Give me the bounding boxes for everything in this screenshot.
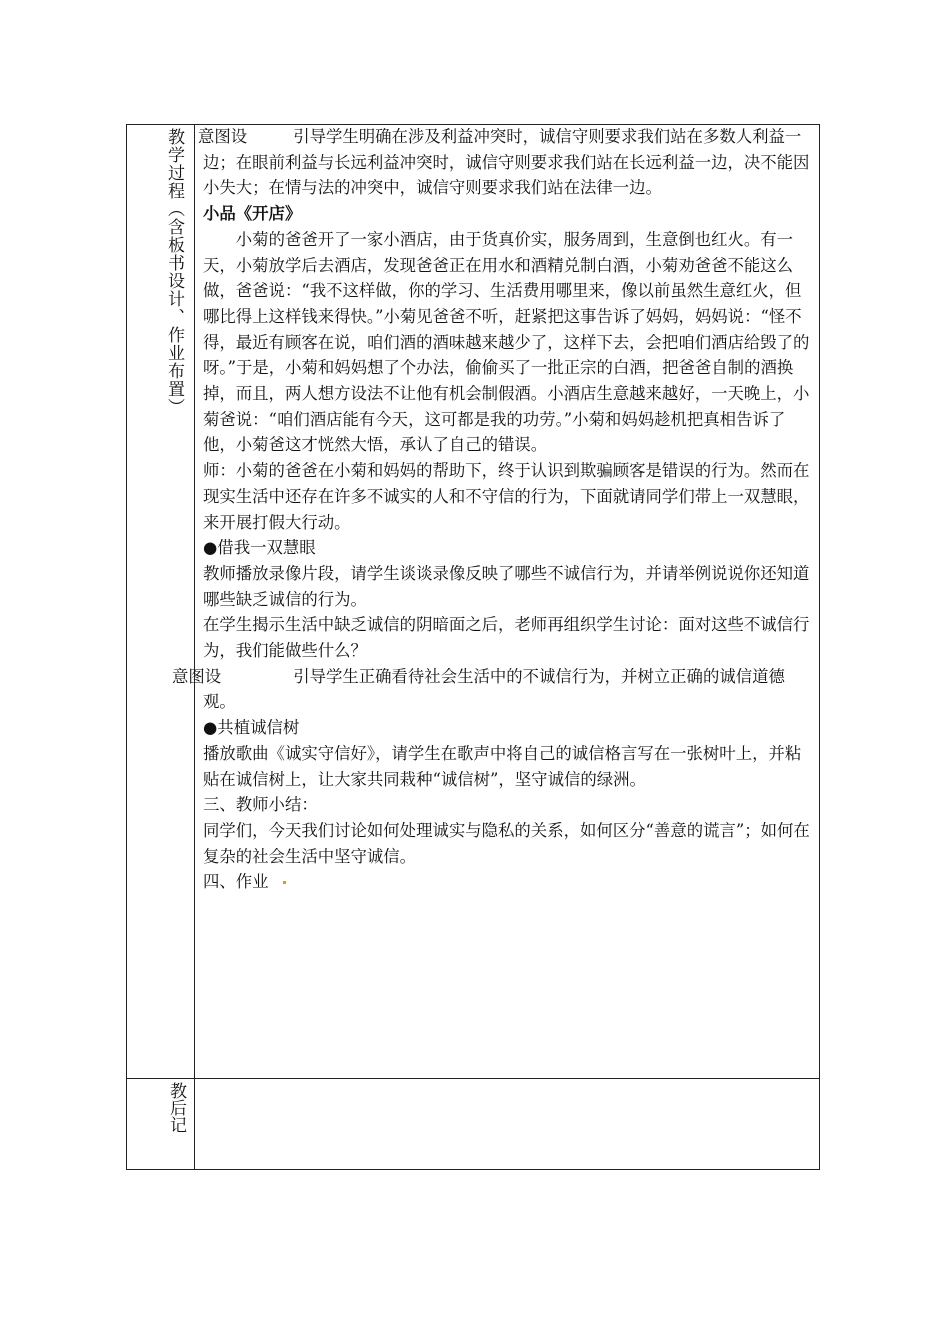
column-divider: [194, 124, 195, 1170]
bullet-1: ●借我一双慧眼: [203, 538, 316, 558]
bullet-1-text: 教师播放录像片段，请学生谈谈录像反映了哪些不诚信行为，并请举例说说你还知道哪些缺乏诚信的行为。: [203, 563, 810, 609]
intent-1-label: 意图设: [198, 127, 248, 146]
section-4: 四、作业: [203, 872, 269, 892]
notes-label: 教后记: [166, 1082, 186, 1133]
skit-title: 小品《开店》: [203, 204, 302, 224]
section-4-row: [203, 869, 811, 895]
intent-1: [198, 124, 811, 201]
row-divider: [126, 1078, 820, 1079]
section-3-text: 同学们，今天我们讨论如何处理诚实与隐私的关系，如何区分“善意的谎言”；如何在复杂的社会生活中坚守诚信。: [203, 820, 810, 866]
bullet-2-text: 播放歌曲《诚实守信好》，请学生在歌声中将自己的诚信格言写在一张树叶上，并粘贴在诚信树上，让大家共同栽种“诚信树”，坚守诚信的绿洲。: [203, 743, 802, 789]
intent-1-text: 引导学生明确在涉及利益冲突时，诚信守则要求我们站在多数人利益一边；在眼前利益与长远利益冲突时，诚信守则要求我们站在长远利益一边，决不能因小失大；在情与法的冲突中，诚信守则要求我们站在法律一边。: [203, 127, 810, 198]
teacher-text: 师：小菊的爸爸在小菊和妈妈的帮助下，终于认识到欺骗顾客是错误的行为。然而在现实生活中还存在许多不诚实的人和不守信的行为，下面就请同学们带上一双慧眼，来开展打假大行动。: [203, 461, 810, 532]
skit-text: 小菊的爸爸开了一家小酒店，由于货真价实，服务周到，生意倒也红火。有一天，小菊放学后去酒店，发现爸爸正在用水和酒精兑制白酒，小菊劝爸爸不能这么做，爸爸说：“我不这样做，你的学习、生活费用哪里来，像以前虽然生意红火，但哪比得上这样钱来得快。”小菊见爸爸不听，赶紧把这事告诉了妈妈，妈妈说：“怪不得，最近有顾客在说，咱们酒的酒味越来越少了，这样下去，会把咱们酒店给毁了的呀。”于是，小菊和妈妈想了个办法，偷偷买了一批正宗的白酒，把爸爸自制的酒换掉，而且，两人想方设法不让他有机会制假酒。小酒店生意越来越好，一天晚上，小菊爸说：“咱们酒店能有今天，这可都是我的功劳。”小菊和妈妈趁机把真相告诉了他，小菊爸这才恍然大悟，承认了自己的错误。: [203, 229, 810, 455]
marker-dot: [283, 881, 286, 884]
bullet-2: ●共植诚信树: [203, 718, 300, 738]
discussion-text: 在学生揭示生活中缺乏诚信的阴暗面之后，老师再组织学生讨论：面对这些不诚信行为，我们能做些什么？: [203, 615, 810, 661]
section-3: 三、教师小结：: [203, 795, 318, 815]
intent-2-text: 引导学生正确看待社会生活中的不诚信行为，并树立正确的诚信道德观。: [203, 666, 785, 712]
process-label: 教学过程（含板书设计、作业布置）: [164, 128, 184, 416]
intent-2: [172, 664, 811, 715]
intent-2-label: 意图设: [172, 666, 222, 686]
